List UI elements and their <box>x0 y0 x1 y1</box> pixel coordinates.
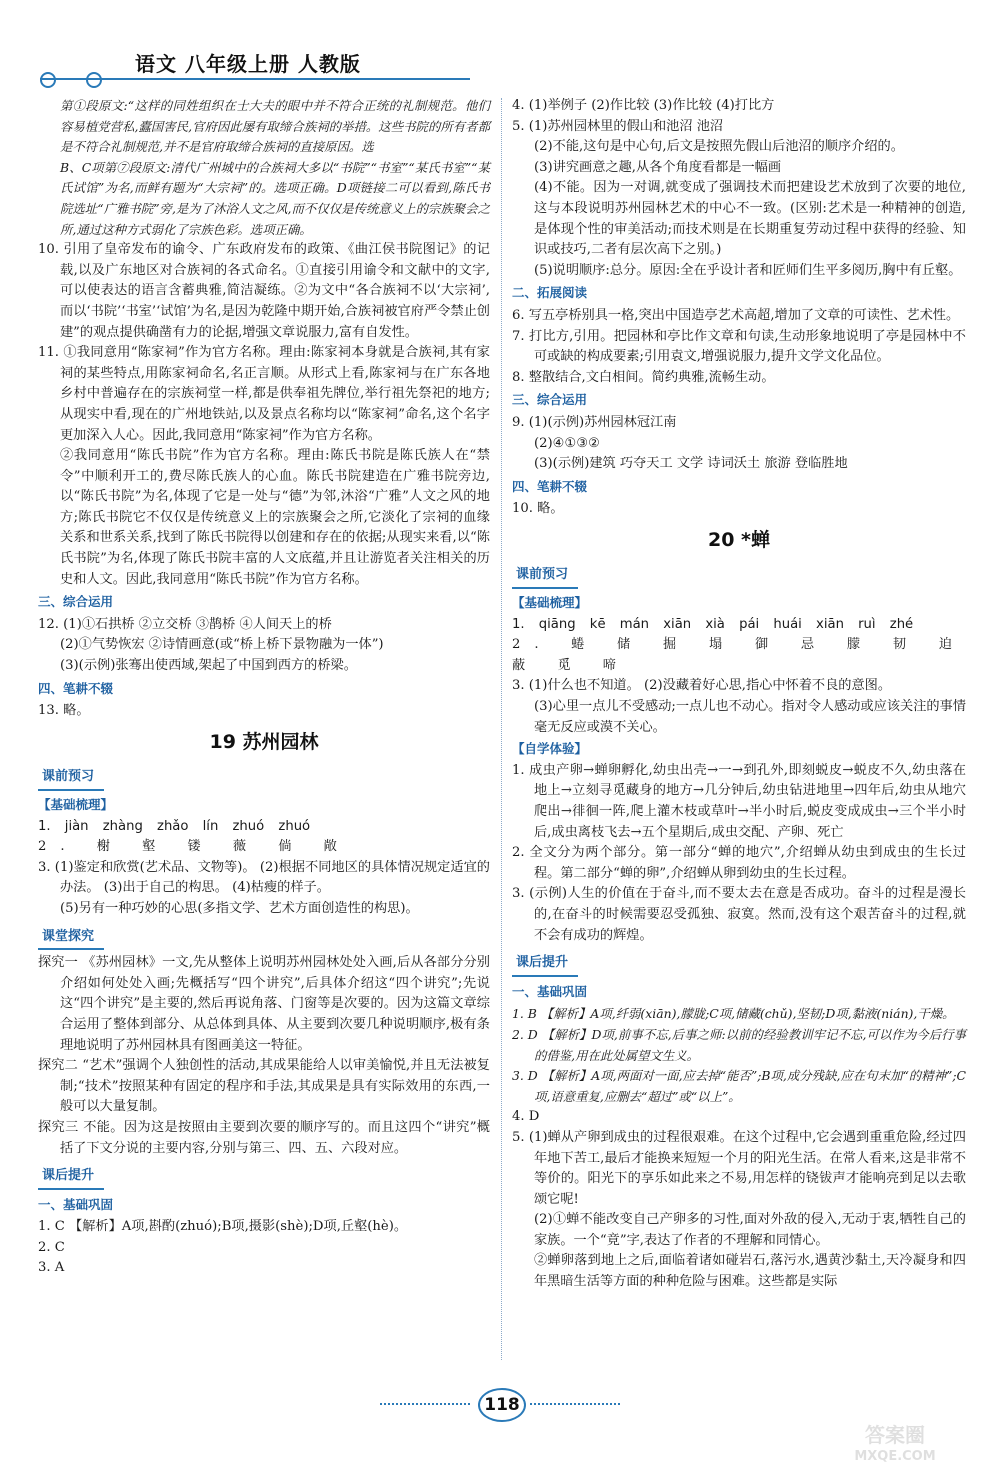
after-r3: 3. D 【解析】A项,两面对一面,应去掉“能否”;B项,成分残缺,应在句末加“的精神”;C项,语意重复,应删去“超过”或“以上”。 <box>512 1068 966 1104</box>
page-footer <box>0 1385 1000 1425</box>
header-ring-left <box>40 72 56 88</box>
intro-line: 第①段原文:“这样的同姓组织在士大夫的眼中并不符合正统的礼制规范。他们容易植党营私,蠹国害民,官府因此屡有取缔合族祠的举措。这些书院的所有者都是不符合礼制规范,并不是官府取缔合族祠的直接原因。选 <box>60 98 490 155</box>
banner-after: 课后提升 <box>512 952 578 977</box>
section-heading: 二、拓展阅读 <box>512 285 588 301</box>
answer-r9-1: 9. (1)(示例)苏州园林冠江南 <box>512 414 677 430</box>
banner-preview: 课前预习 <box>38 766 104 791</box>
after-3: 3. A <box>38 1260 65 1276</box>
section-heading: 四、笔耕不辍 <box>38 680 114 696</box>
explore-1: 探究一 《苏州园林》一文,先从整体上说明苏州园林处处入画,后从各部分分别介绍如何处处入画;先概括写“四个讲究”,后具体介绍这“四个讲究”;先说这“四个讲究”是主要的,然后再说角落、门窗等是次要的。因为这篇文章综合运用了整体到部分、从总体到具体、从主要到次要几种说明顺序,极有条理地说明了苏州园林具有图画美这一特征。 <box>38 955 490 1053</box>
header-rule <box>40 78 470 80</box>
answer-r5-4: (4)不能。因为一对调,就变成了强调技术而把建设艺术放到了次要的地位,这与本段说明苏州园林艺术的中心不一致。(区别:艺术是一种精神的创造,是体现个性的审美活动;而技术则是在长期重复劳动过程中获得的经验、知识或技巧,二者有层次高下之别。) <box>534 180 966 258</box>
self-3: 3. (示例)人生的价值在于奋斗,而不要太去在意是否成功。奋斗的过程是漫长的,在奋斗的时候需要忍受孤独、寂寞。然而,没有这个艰苦奋斗的过程,就不会有成功的辉煌。 <box>512 886 966 943</box>
answer-11a: 11. ①我同意用“陈家祠”作为官方名称。理由:陈家祠本身就是合族祠,其有家祠的某些特点,用陈家祠命名,名正言顺。从形式上看,陈家祠与在广东各地乡村中普遍存在的宗族祠堂一样,都是供奉祖先牌位,举行祖先祭祀的地方;从现实中看,现在的广州地铁站,以及景点名称均以“陈家祠”命名,这个名字更加深入人心。因此,我同意用“陈家祠”作为官方名称。 <box>38 345 490 443</box>
intro-line: B、C项第⑦段原文:清代广州城中的合族祠大多以“书院”“书室”“某氏书室”“某氏试馆”为名,而鲜有题为“大宗祠”的。选项正确。D项链接二可以看到,陈氏书院选址“广雅书院”旁,是为了沐浴人文之风,而不仅仅是传统意义上的宗族聚会之所,通过这种方式弱化了宗族色彩。选项正确。 <box>60 159 490 237</box>
tag-basic: 【基础梳理】 <box>38 797 114 812</box>
explore-3: 探究三 不能。因为这是按照由主要到次要的顺序写的。而且这四个“讲究”概括了下文分说的主要内容,分别与第三、四、五、六段对应。 <box>38 1119 490 1156</box>
answer-10: 10. 引用了皇帝发布的谕令、广东政府发布的政策、《曲江侯书院图记》的记载,以及广东地区对合族祠的各式命名。①直接引用谕令和文献中的文字,可以使表达的语言含蓄典雅,简洁凝练。②为文中“各合族祠不以‘大宗祠’,而以‘书院’‘书室’‘试馆’为名,是因为乾隆中期开始,合族祠被官府严令禁止创建”的观点提供确凿有力的论据,增强文章说服力,富有自发性。 <box>38 242 490 340</box>
explore-2: 探究二 “艺术”强调个人独创性的活动,其成果能给人以审美愉悦,并且无法被复制;“技术”按照某种有固定的程序和手法,其成果是具有实际效用的东西,一般可以大量复制。 <box>38 1058 490 1115</box>
chars-line: 2. 榭 壑 镂 薇 倘 敞 <box>38 839 351 855</box>
section-heading: 一、基础巩固 <box>512 983 588 999</box>
pinyin-line: 1. jiàn zhàng zhǎo lín zhuó zhuó <box>38 818 311 834</box>
answer-r5-1: 5. (1)苏州园林里的假山和池沼 池沼 <box>512 118 724 134</box>
self-2: 2. 全文分为两个部分。第一部分“蝉的地穴”,介绍蝉从幼虫到成虫的生长过程。第二部分“蝉的卵”,介绍蝉从卵到幼虫的生长过程。 <box>512 845 966 881</box>
pinyin-line: 1. qiāng kē mán xiān xià pái huái xiān ruì zhé <box>512 616 914 632</box>
footer-dots-right <box>530 1403 620 1405</box>
page-header <box>40 40 470 90</box>
after-r4: 4. D <box>512 1109 540 1125</box>
answer-20-3a: 3. (1)什么也不知道。 (2)没藏着好心思,指心中怀着不良的意图。 <box>512 678 892 694</box>
section-heading: 三、综合运用 <box>512 392 588 408</box>
answer-r5-2: (2)不能,这句是中心句,后文是按照先假山后池沼的顺序介绍的。 <box>534 139 904 155</box>
answer-r9-2: (2)④①③② <box>534 435 600 451</box>
tag-basic: 【基础梳理】 <box>512 595 588 611</box>
answer-12-2: (2)①气势恢宏 ②诗情画意(或“桥上桥下景物融为一体”) <box>60 637 384 653</box>
header-ring-right <box>86 72 102 88</box>
answer-r10: 10. 略。 <box>512 501 564 517</box>
answer-r5-5: (5)说明顺序:总分。原因:全在乎设计者和匠师们生平多阅历,胸中有丘壑。 <box>534 262 962 278</box>
after-r5-2: (2)①蝉不能改变自己产卵多的习性,面对外敌的侵入,无动于衷,牺牲自己的家族。一个“竟”字,表达了作者的不理解和同情心。 <box>534 1212 966 1248</box>
tag-self: 【自学体验】 <box>512 741 588 757</box>
answer-13: 13. 略。 <box>38 703 90 719</box>
banner-after: 课后提升 <box>38 1165 104 1190</box>
answer-12-1: 12. (1)①石拱桥 ②立交桥 ③鹊桥 ④人间天上的桥 <box>38 616 332 632</box>
answer-r7: 7. 打比方,引用。把园林和亭比作文章和句读,生动形象地说明了亭是园林中不可或缺的构成要素;引用袁文,增强说服力,提升文学文化品位。 <box>512 328 966 365</box>
footer-dots-left <box>380 1403 470 1405</box>
section-heading: 一、基础巩固 <box>38 1196 114 1212</box>
answer-r4: 4. (1)举例子 (2)作比较 (3)作比较 (4)打比方 <box>512 98 775 113</box>
banner-explore: 课堂探究 <box>38 926 104 951</box>
after-r2: 2. D 【解析】D项,前事不忘,后事之师:以前的经验教训牢记不忘,可以作为今后行事的借鉴,用在此处属望文生义。 <box>512 1026 966 1063</box>
answer-r8: 8. 整散结合,文白相间。简约典雅,流畅生动。 <box>512 369 775 385</box>
answer-12-3: (3)(示例)张骞出使西域,架起了中国到西方的桥梁。 <box>60 658 357 674</box>
lesson-title: 19 苏州园林 <box>209 730 319 753</box>
right-column <box>512 96 966 1293</box>
answer-r6: 6. 写五亭桥别具一格,突出中国造亭艺术高超,增加了文章的可读性、艺术性。 <box>512 307 960 323</box>
section-heading: 三、综合运用 <box>38 594 114 610</box>
answer-r9-3: (3)(示例)建筑 巧夺天工 文学 诗词沃土 旅游 登临胜地 <box>534 456 848 472</box>
after-r1: 1. B 【解析】A项,纤弱(xiān),朦胧;C项,储藏(chǔ),坚韧;D项,黏液(nián),干燥。 <box>512 1006 955 1022</box>
answer-20-3b: (3)心里一点儿不受感动;一点儿也不动心。指对令人感动或应该关注的事情毫无反应或漠不关心。 <box>534 699 966 735</box>
after-r5-3: ②蝉卵落到地上之后,面临着诸如碰岩石,落污水,遇黄沙黏土,天冷凝身和四年黑暗生活等方面的种种危险与困难。这些都是实际 <box>534 1253 966 1290</box>
answer-19-3: 3. (1)鉴定和欣赏(艺术品、文物等)。 (2)根据不同地区的具体情况规定适宜的办法。 (3)出于自己的构思。 (4)枯瘦的样子。 <box>38 859 490 896</box>
watermark-logo <box>810 1420 980 1464</box>
lesson-title: 20 *蝉 <box>708 528 770 551</box>
answer-19-3b: (5)另有一种巧妙的心思(多指文学、艺术方面创造性的构思)。 <box>60 900 419 916</box>
after-r5-1: 5. (1)蝉从产卵到成虫的过程很艰难。在这个过程中,它会遇到重重危险,经过四年地下苦工,最后才能换来短短一个月的阳光生活。在常人看来,这是非常不等价的。阳光下的享乐如此来之不易,用怎样的铙钹声才能响亮到足以去歌颂它呢! <box>512 1129 966 1207</box>
answer-11b: ②我同意用“陈氏书院”作为官方名称。理由:陈氏书院是陈氏族人在“禁令”中顺利开工的,费尽陈氏族人的心血。陈氏书院建造在广雅书院旁边,以“陈氏书院”为名,体现了它是一处与“德”为邻,沐浴“广雅”人文之风的地方;陈氏书院它不仅仅是传统意义上的宗族聚会之所,它淡化了宗祠的血缘关系和世系关系,找到了陈氏书院得以创建和存在的依据;从现实来看,以“陈氏书院”为名,体现了陈氏书院丰富的人文底蕴,并且让游览者关注相关的历史和人文。因此,我同意用“陈氏书院”作为官方名称。 <box>60 448 490 587</box>
book-title: 语文 八年级上册 人教版 <box>135 52 361 76</box>
banner-preview: 课前预习 <box>512 564 578 589</box>
watermark-text: 答案圈 <box>865 1423 925 1447</box>
self-1: 1. 成虫产卵→蝉卵孵化,幼虫出壳→一→到孔外,即刻蜕皮→蜕皮不久,幼虫落在地上→立刻寻觅藏身的地方→几分钟后,幼虫钻进地里→四年后,幼虫从地穴爬出→徘徊一阵,爬上灌木枝或草叶→半小时后,蜕皮变成成虫→三个半小时后,成虫离枝飞去→五个星期后,成虫交配、产卵、死亡 <box>512 762 966 840</box>
column-divider <box>501 98 502 1360</box>
left-column <box>38 96 490 1279</box>
answer-r5-3: (3)讲究画意之趣,从各个角度看都是一幅画 <box>534 159 782 175</box>
chars-line: 2. 蜷 储 掘 塌 御 忌 朦 韧 迫 蔽 觅 啼 <box>512 637 966 673</box>
after-2: 2. C <box>38 1239 65 1255</box>
page-number: 118 <box>478 1388 526 1422</box>
watermark-url: MXQE.COM <box>854 1449 936 1464</box>
section-heading: 四、笔耕不辍 <box>512 478 588 494</box>
after-1: 1. C 【解析】A项,斟酌(zhuó);B项,摄影(shè);D项,丘壑(hè)。 <box>38 1219 408 1235</box>
